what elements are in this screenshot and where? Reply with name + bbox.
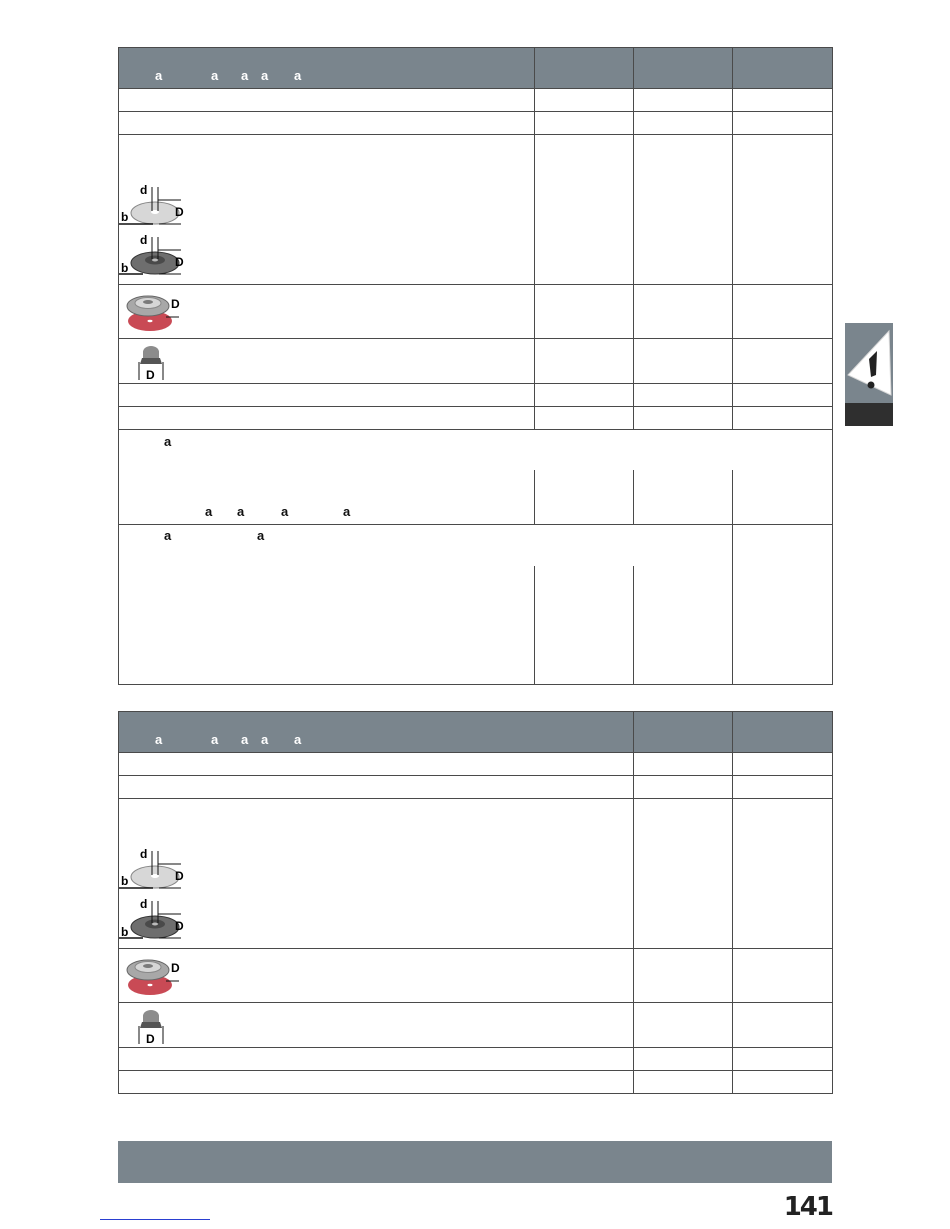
- warning-side-tab: [845, 323, 893, 426]
- hdr-letter: a: [241, 68, 249, 83]
- hdr-letter: a: [294, 68, 302, 83]
- body-letter: a: [257, 528, 265, 543]
- column-divider: [534, 470, 535, 525]
- body-letter: a: [237, 504, 245, 519]
- hdr-letter: a: [211, 732, 219, 747]
- table-row: [119, 384, 833, 407]
- table-row: [119, 89, 833, 112]
- footer-bar: [118, 1141, 832, 1183]
- body-letter: a: [281, 504, 289, 519]
- body-letter: a: [343, 504, 351, 519]
- icon-label-b: b: [121, 874, 129, 888]
- icon-label-d: d: [140, 235, 148, 247]
- t1-header-col-3: [634, 48, 733, 89]
- table-row: [119, 135, 833, 285]
- flap-disc-icon: [121, 953, 187, 1001]
- hdr-letter: a: [261, 68, 269, 83]
- column-divider: [534, 566, 535, 685]
- table-row: [119, 285, 833, 339]
- icon-label-D: D: [175, 255, 184, 269]
- icon-label-b: b: [121, 261, 129, 275]
- hdr-letter: a: [155, 68, 163, 83]
- table-row: [119, 1071, 833, 1094]
- hdr-letter: a: [211, 68, 219, 83]
- column-divider: [732, 470, 733, 525]
- flap-disc-icon: [121, 289, 187, 337]
- icon-label-D: D: [175, 919, 184, 933]
- icon-label-D: D: [146, 1032, 155, 1046]
- column-divider: [633, 566, 634, 685]
- table-row: [119, 525, 833, 685]
- t2-header-label: [119, 712, 634, 753]
- hdr-letter: a: [155, 732, 163, 747]
- t2-header-col-2: [634, 712, 733, 753]
- table-row: [119, 1003, 833, 1048]
- icon-label-D: D: [171, 961, 180, 975]
- icon-label-D: D: [171, 297, 180, 311]
- flat-disc-icon: [119, 849, 185, 893]
- body-letter: a: [205, 504, 213, 519]
- body-letter: a: [164, 434, 172, 449]
- icon-label-b: b: [121, 210, 129, 224]
- flat-disc-icon: [119, 185, 185, 229]
- icon-label-b: b: [121, 925, 129, 939]
- page-number: 141: [783, 1192, 832, 1222]
- column-divider: [633, 470, 634, 525]
- t2-header-col-3: [733, 712, 833, 753]
- table-row: [119, 949, 833, 1003]
- icon-label-D: D: [175, 869, 184, 883]
- footer-link-underline[interactable]: [100, 1219, 210, 1220]
- table-row: [119, 430, 833, 525]
- spec-table-2: [118, 711, 833, 1094]
- t1-header-label: [119, 48, 535, 89]
- depressed-center-disc-icon: [119, 235, 185, 279]
- icon-label-D: D: [175, 205, 184, 219]
- icon-label-d: d: [140, 185, 148, 197]
- table-row: [119, 776, 833, 799]
- t1-header-col-4: [733, 48, 833, 89]
- table-row: [119, 339, 833, 384]
- table-row: [119, 407, 833, 430]
- table-row: [119, 799, 833, 949]
- hdr-letter: a: [261, 732, 269, 747]
- icon-label-d: d: [140, 849, 148, 861]
- t1-header-col-2: [535, 48, 634, 89]
- table-row: [119, 1048, 833, 1071]
- hdr-letter: a: [294, 732, 302, 747]
- cup-brush-icon: [133, 1006, 173, 1046]
- icon-label-D: D: [146, 368, 155, 382]
- body-letter: a: [164, 528, 172, 543]
- cup-brush-icon: [133, 342, 173, 382]
- depressed-center-disc-icon: [119, 899, 185, 943]
- spec-table-1: [118, 47, 833, 685]
- table-row: [119, 753, 833, 776]
- hdr-letter: a: [241, 732, 249, 747]
- icon-label-d: d: [140, 899, 148, 911]
- table-row: [119, 112, 833, 135]
